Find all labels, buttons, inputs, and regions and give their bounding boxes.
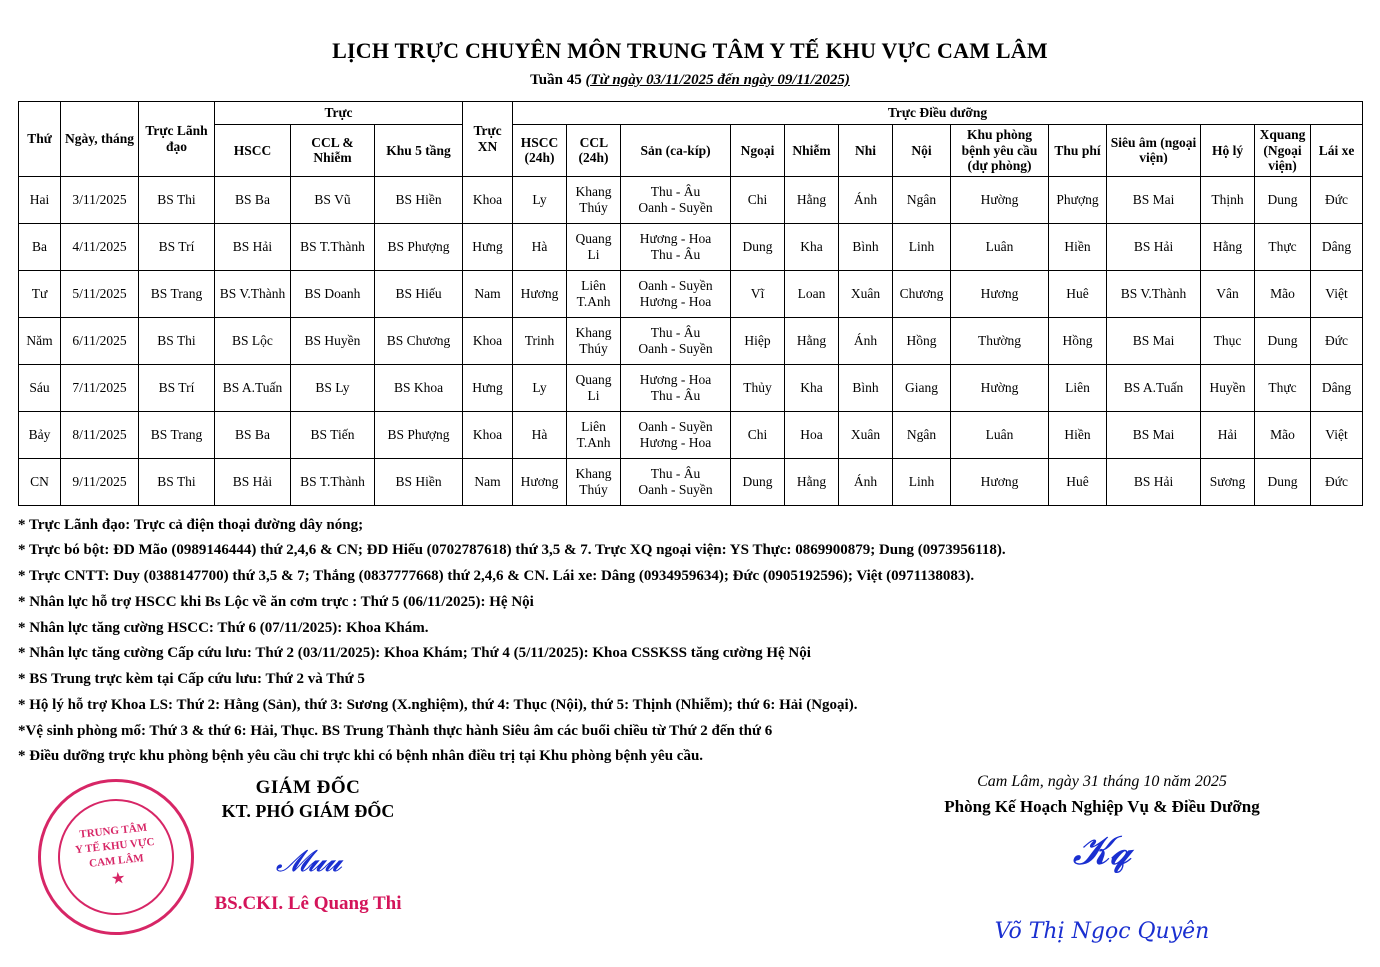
cell-ccl24-l1: Khang xyxy=(575,466,612,482)
cell-san-l2: Oanh - Suyền xyxy=(638,481,713,497)
cell-thu-phi: Hiền xyxy=(1049,411,1107,458)
th-khu-phong-benh xyxy=(951,125,1049,177)
cell-xn: Khoa xyxy=(463,176,513,223)
th-xquang-l2: (Ngoại xyxy=(1263,142,1302,158)
cell-san-l1: Thu - Âu xyxy=(650,466,701,482)
cell-xquang: Thực xyxy=(1255,223,1311,270)
cell-san-l2: Hương - Hoa xyxy=(639,293,712,309)
cell-thu: Ba xyxy=(19,223,61,270)
cell-nhi: Bình xyxy=(839,223,893,270)
cell-noi: Ngân xyxy=(893,411,951,458)
note-item: * Trực Lãnh đạo: Trực cả điện thoại đường dây nóng; xyxy=(18,516,364,533)
note-item: * Nhân lực tăng cường Cấp cứu lưu: Thứ 2 (03/11/2025): Khoa Khám; Thứ 4 (5/11/2025): Khoa CSSKSS tăng cường Hệ Nội xyxy=(18,645,811,662)
cell-noi: Chương xyxy=(893,270,951,317)
cell-ngay: 5/11/2025 xyxy=(61,270,139,317)
cell-ccl24 xyxy=(567,411,621,458)
stamp-line-3: CAM LÂM xyxy=(88,852,145,870)
table-row xyxy=(19,270,1363,317)
cell-san xyxy=(621,317,731,364)
cell-san xyxy=(621,176,731,223)
cell-ccl24 xyxy=(567,364,621,411)
note-item: * Trực CNTT: Duy (0388147700) thứ 3,5 & 7; Thắng (0837777668) thứ 2,4,6 & CN. Lái xe: Dâng (0934959634); Đức (0905192596); Việt (0971138083). xyxy=(18,568,975,585)
cell-ccl-nhiem: BS Huyền xyxy=(291,317,375,364)
th-khu-phong-benh-l2: bệnh yêu cầu xyxy=(961,142,1038,158)
table-body xyxy=(19,176,1363,505)
table-row xyxy=(19,176,1363,223)
th-hscc-24h xyxy=(513,125,567,177)
cell-ho-ly: Thịnh xyxy=(1201,176,1255,223)
cell-lanh-dao: BS Trí xyxy=(139,223,215,270)
th-nhi: Nhi xyxy=(839,125,893,177)
th-ccl-nhiem xyxy=(291,125,375,177)
cell-san xyxy=(621,458,731,505)
cell-hscc24: Hương xyxy=(513,270,567,317)
cell-lai-xe: Việt xyxy=(1311,411,1363,458)
cell-ngoai: Thủy xyxy=(731,364,785,411)
cell-san-l1: Thu - Âu xyxy=(650,184,701,200)
cell-khu5: BS Phượng xyxy=(375,411,463,458)
cell-thu: Năm xyxy=(19,317,61,364)
cell-khu-phong: Luân xyxy=(951,411,1049,458)
cell-nhiem: Kha xyxy=(785,364,839,411)
cell-san-l1: Oanh - Suyền xyxy=(638,278,713,294)
cell-thu: Tư xyxy=(19,270,61,317)
cell-hscc: BS V.Thành xyxy=(215,270,291,317)
week-label: Tuần 45 xyxy=(530,72,582,88)
cell-thu: Hai xyxy=(19,176,61,223)
cell-ccl24-l2: Thúy xyxy=(579,481,608,497)
cell-khu-phong: Thường xyxy=(951,317,1049,364)
director-subtitle: KT. PHÓ GIÁM ĐỐC xyxy=(221,801,395,822)
table-row xyxy=(19,317,1363,364)
department-name: Phòng Kế Hoạch Nghiệp Vụ & Điều Dưỡng xyxy=(944,797,1260,817)
cell-nhi: Ánh xyxy=(839,176,893,223)
cell-xn: Khoa xyxy=(463,317,513,364)
cell-lai-xe: Việt xyxy=(1311,270,1363,317)
cell-san-l2: Thu - Âu xyxy=(650,387,701,403)
cell-nhiem: Hằng xyxy=(785,176,839,223)
cell-ngay: 6/11/2025 xyxy=(61,317,139,364)
cell-khu-phong: Luân xyxy=(951,223,1049,270)
cell-nhiem: Hoa xyxy=(785,411,839,458)
cell-thu-phi: Huê xyxy=(1049,458,1107,505)
cell-nhi: Bình xyxy=(839,364,893,411)
cell-noi: Giang xyxy=(893,364,951,411)
cell-ho-ly: Vân xyxy=(1201,270,1255,317)
cell-sieu-am: BS Mai xyxy=(1107,317,1201,364)
cell-thu-phi: Liên xyxy=(1049,364,1107,411)
cell-khu5: BS Phượng xyxy=(375,223,463,270)
cell-ccl24 xyxy=(567,176,621,223)
cell-ccl-nhiem: BS Vũ xyxy=(291,176,375,223)
th-ngoai: Ngoại xyxy=(731,125,785,177)
cell-ngay: 9/11/2025 xyxy=(61,458,139,505)
page-title: LỊCH TRỰC CHUYÊN MÔN TRUNG TÂM Y TẾ KHU VỰC CAM LÂM xyxy=(332,38,1048,63)
cell-lai-xe: Đức xyxy=(1311,317,1363,364)
cell-lai-xe: Đức xyxy=(1311,176,1363,223)
page-subtitle xyxy=(18,72,1362,89)
cell-thu: Bảy xyxy=(19,411,61,458)
cell-hscc: BS Hải xyxy=(215,223,291,270)
cell-thu: Sáu xyxy=(19,364,61,411)
stamp-line-1: TRUNG TÂM xyxy=(78,821,148,841)
cell-san-l1: Oanh - Suyền xyxy=(638,419,713,435)
cell-sieu-am: BS Hải xyxy=(1107,223,1201,270)
th-khu-phong-benh-l1: Khu phòng xyxy=(967,127,1032,142)
cell-hscc: BS A.Tuấn xyxy=(215,364,291,411)
th-ngay-thang: Ngày, tháng xyxy=(61,102,139,177)
note-item: * Nhân lực hỗ trợ HSCC khi Bs Lộc về ăn cơm trực : Thứ 5 (06/11/2025): Hệ Nội xyxy=(18,593,534,610)
cell-khu-phong: Hường xyxy=(951,176,1049,223)
cell-nhiem: Hằng xyxy=(785,317,839,364)
cell-khu5: BS Hiếu xyxy=(375,270,463,317)
cell-xquang: Dung xyxy=(1255,176,1311,223)
th-hscc: HSCC xyxy=(215,125,291,177)
cell-ccl24-l1: Quang xyxy=(575,231,612,247)
th-san: Sản (ca-kíp) xyxy=(621,125,731,177)
th-truc-lanh-dao: Trực Lãnh đạo xyxy=(139,102,215,177)
cell-thu: CN xyxy=(19,458,61,505)
th-xquang xyxy=(1255,125,1311,177)
th-ccl-24h-l2: (24h) xyxy=(578,150,609,166)
director-handwritten-signature: 𝓜𝓾𝓾 xyxy=(275,844,341,880)
cell-noi: Ngân xyxy=(893,176,951,223)
cell-nhi: Ánh xyxy=(839,317,893,364)
cell-ho-ly: Thục xyxy=(1201,317,1255,364)
cell-ccl24 xyxy=(567,223,621,270)
th-group-truc: Trực xyxy=(215,102,463,125)
cell-thu-phi: Phượng xyxy=(1049,176,1107,223)
cell-xquang: Dung xyxy=(1255,317,1311,364)
th-hscc-24h-l1: HSCC xyxy=(520,134,559,150)
cell-noi: Linh xyxy=(893,458,951,505)
cell-san-l1: Hương - Hoa xyxy=(639,372,712,388)
cell-lanh-dao: BS Trí xyxy=(139,364,215,411)
cell-hscc: BS Lộc xyxy=(215,317,291,364)
duty-schedule-table xyxy=(18,101,1363,506)
th-sieu-am xyxy=(1107,125,1201,177)
cell-noi: Linh xyxy=(893,223,951,270)
cell-ngoai: Vĩ xyxy=(731,270,785,317)
cell-hscc: BS Hải xyxy=(215,458,291,505)
cell-sieu-am: BS Hải xyxy=(1107,458,1201,505)
th-thu-phi-l1: Thu xyxy=(1054,142,1079,158)
note-item: * BS Trung trực kèm tại Cấp cứu lưu: Thứ 2 và Thứ 5 xyxy=(18,671,365,688)
cell-san-l2: Hương - Hoa xyxy=(639,434,712,450)
cell-ccl24-l2: Li xyxy=(587,387,600,403)
cell-hscc24: Ly xyxy=(513,364,567,411)
note-item: * Điều dưỡng trực khu phòng bệnh yêu cầu chỉ trực khi có bệnh nhân điều trị tại Khu phòng bệnh yêu cầu. xyxy=(18,748,704,765)
cell-hscc24: Hà xyxy=(513,411,567,458)
cell-xquang: Thực xyxy=(1255,364,1311,411)
cell-lanh-dao: BS Thi xyxy=(139,176,215,223)
cell-nhi: Xuân xyxy=(839,411,893,458)
cell-san xyxy=(621,364,731,411)
cell-xquang: Mão xyxy=(1255,411,1311,458)
cell-ngoai: Hiệp xyxy=(731,317,785,364)
cell-hscc24: Trinh xyxy=(513,317,567,364)
cell-xn: Hưng xyxy=(463,364,513,411)
cell-ccl24 xyxy=(567,270,621,317)
cell-san xyxy=(621,223,731,270)
note-item: *Vệ sinh phòng mổ: Thứ 3 & thứ 6: Hải, Thục. BS Trung Thành thực hành Siêu âm các buổi chiều từ Thứ 2 đến thứ 6 xyxy=(18,722,773,739)
stamp-star-icon: ★ xyxy=(111,871,126,888)
signer-name: Võ Thị Ngọc Quyên xyxy=(994,919,1210,945)
department-signature-block xyxy=(872,773,1332,944)
director-title: GIÁM ĐỐC xyxy=(255,777,361,799)
th-thu-phi xyxy=(1049,125,1107,177)
cell-lai-xe: Dâng xyxy=(1311,223,1363,270)
cell-xquang: Dung xyxy=(1255,458,1311,505)
cell-ccl-nhiem: BS Tiến xyxy=(291,411,375,458)
th-hscc-24h-l2: (24h) xyxy=(524,150,555,166)
table-row xyxy=(19,223,1363,270)
cell-ccl24-l1: Liên xyxy=(581,419,606,435)
table-header-row-1 xyxy=(19,102,1363,125)
th-xquang-l3: viện) xyxy=(1268,158,1297,174)
cell-khu5: BS Chương xyxy=(375,317,463,364)
cell-nhi: Ánh xyxy=(839,458,893,505)
cell-nhiem: Loan xyxy=(785,270,839,317)
cell-xn: Nam xyxy=(463,270,513,317)
cell-ngay: 3/11/2025 xyxy=(61,176,139,223)
th-truc-xn: Trực XN xyxy=(463,102,513,177)
cell-san xyxy=(621,270,731,317)
signer-handwritten-mark: 𝓚𝓺 xyxy=(1072,828,1132,875)
cell-ccl24-l1: Khang xyxy=(575,325,612,341)
cell-thu-phi: Hiền xyxy=(1049,223,1107,270)
cell-nhiem: Hằng xyxy=(785,458,839,505)
cell-ccl-nhiem: BS T.Thành xyxy=(291,223,375,270)
cell-ngay: 4/11/2025 xyxy=(61,223,139,270)
cell-san-l1: Hương - Hoa xyxy=(639,231,712,247)
cell-lanh-dao: BS Thi xyxy=(139,458,215,505)
th-xquang-l1: Xquang xyxy=(1259,127,1306,142)
th-khu-phong-benh-l3: (dự phòng) xyxy=(967,158,1032,174)
cell-khu-phong: Hương xyxy=(951,270,1049,317)
cell-san-l1: Thu - Âu xyxy=(650,325,701,341)
cell-hscc24: Ly xyxy=(513,176,567,223)
note-item: * Nhân lực tăng cường HSCC: Thứ 6 (07/11/2025): Khoa Khám. xyxy=(18,619,429,636)
director-signature-block xyxy=(98,777,518,915)
th-thu-phi-l2: phí xyxy=(1081,142,1101,158)
cell-khu5: BS Hiền xyxy=(375,176,463,223)
cell-ccl24-l2: T.Anh xyxy=(576,434,611,450)
cell-ngoai: Dung xyxy=(731,458,785,505)
th-ccl-24h xyxy=(567,125,621,177)
cell-noi: Hồng xyxy=(893,317,951,364)
th-nhiem: Nhiễm xyxy=(785,125,839,177)
signature-area xyxy=(18,773,1362,963)
note-item: * Trực bó bột: ĐD Mão (0989146444) thứ 2,4,6 & CN; ĐD Hiếu (0702787618) thứ 3,5 & 7. Trực XQ ngoại viện: YS Thực: 0869900879; Dung (0973956118). xyxy=(18,542,1006,559)
cell-ccl-nhiem: BS T.Thành xyxy=(291,458,375,505)
th-noi: Nội xyxy=(893,125,951,177)
date-range: (Từ ngày 03/11/2025 đến ngày 09/11/2025) xyxy=(585,72,850,88)
cell-sieu-am: BS Mai xyxy=(1107,411,1201,458)
cell-xn: Hưng xyxy=(463,223,513,270)
table-row xyxy=(19,411,1363,458)
cell-ccl24-l1: Khang xyxy=(575,184,612,200)
cell-khu5: BS Khoa xyxy=(375,364,463,411)
table-row xyxy=(19,364,1363,411)
director-name: BS.CKI. Lê Quang Thi xyxy=(214,893,402,915)
cell-thu-phi: Huê xyxy=(1049,270,1107,317)
cell-lai-xe: Dâng xyxy=(1311,364,1363,411)
cell-lanh-dao: BS Thi xyxy=(139,317,215,364)
stamp-line-2: Y TẾ KHU VỰC xyxy=(74,836,156,857)
cell-ngay: 8/11/2025 xyxy=(61,411,139,458)
th-sieu-am-l2: (ngoại viện) xyxy=(1139,134,1197,166)
th-group-truc-dieu-duong: Trực Điều dưỡng xyxy=(513,102,1363,125)
note-item: * Hộ lý hỗ trợ Khoa LS: Thứ 2: Hằng (Sản), thứ 3: Sương (X.nghiệm), thứ 4: Thục (Nội), thứ 5: Thịnh (Nhiễm); thứ 6: Hải (Ngoại). xyxy=(18,696,858,713)
cell-khu5: BS Hiền xyxy=(375,458,463,505)
cell-san-l2: Oanh - Suyền xyxy=(638,199,713,215)
th-ccl-nhiem-l1: CCL & Nhiễm xyxy=(311,134,354,166)
cell-lai-xe: Đức xyxy=(1311,458,1363,505)
cell-ccl24-l2: T.Anh xyxy=(576,293,611,309)
cell-sieu-am: BS Mai xyxy=(1107,176,1201,223)
cell-hscc: BS Ba xyxy=(215,176,291,223)
cell-ngoai: Chi xyxy=(731,411,785,458)
cell-thu-phi: Hồng xyxy=(1049,317,1107,364)
th-khu-5-tang: Khu 5 tầng xyxy=(375,125,463,177)
cell-ccl24-l2: Thúy xyxy=(579,199,608,215)
cell-ccl-nhiem: BS Doanh xyxy=(291,270,375,317)
cell-khu-phong: Hường xyxy=(951,364,1049,411)
th-thu: Thứ xyxy=(19,102,61,177)
cell-ccl-nhiem: BS Ly xyxy=(291,364,375,411)
notes-list xyxy=(18,516,1362,767)
cell-ccl24-l1: Liên xyxy=(581,278,606,294)
cell-ngay: 7/11/2025 xyxy=(61,364,139,411)
cell-ccl24-l2: Li xyxy=(587,246,600,262)
cell-nhiem: Kha xyxy=(785,223,839,270)
cell-ccl24-l1: Quang xyxy=(575,372,612,388)
cell-ccl24-l2: Thúy xyxy=(579,340,608,356)
cell-san xyxy=(621,411,731,458)
cell-sieu-am: BS A.Tuấn xyxy=(1107,364,1201,411)
table-row xyxy=(19,458,1363,505)
cell-hscc24: Hương xyxy=(513,458,567,505)
cell-ho-ly: Hải xyxy=(1201,411,1255,458)
place-date: Cam Lâm, ngày 31 tháng 10 năm 2025 xyxy=(977,773,1227,791)
cell-ccl24 xyxy=(567,458,621,505)
cell-sieu-am: BS V.Thành xyxy=(1107,270,1201,317)
cell-ho-ly: Huyền xyxy=(1201,364,1255,411)
cell-san-l2: Oanh - Suyền xyxy=(638,340,713,356)
cell-ccl24 xyxy=(567,317,621,364)
cell-xquang: Mão xyxy=(1255,270,1311,317)
cell-ngoai: Chi xyxy=(731,176,785,223)
th-ho-ly: Hộ lý xyxy=(1201,125,1255,177)
cell-ho-ly: Sương xyxy=(1201,458,1255,505)
cell-ho-ly: Hằng xyxy=(1201,223,1255,270)
cell-lanh-dao: BS Trang xyxy=(139,411,215,458)
cell-xn: Khoa xyxy=(463,411,513,458)
cell-nhi: Xuân xyxy=(839,270,893,317)
cell-lanh-dao: BS Trang xyxy=(139,270,215,317)
th-lai-xe: Lái xe xyxy=(1311,125,1363,177)
th-ccl-24h-l1: CCL xyxy=(579,134,608,150)
cell-khu-phong: Hương xyxy=(951,458,1049,505)
document-page xyxy=(0,38,1380,967)
cell-san-l2: Thu - Âu xyxy=(650,246,701,262)
th-sieu-am-l1: Siêu âm xyxy=(1110,134,1157,150)
cell-ngoai: Dung xyxy=(731,223,785,270)
cell-hscc: BS Ba xyxy=(215,411,291,458)
cell-hscc24: Hà xyxy=(513,223,567,270)
cell-xn: Nam xyxy=(463,458,513,505)
